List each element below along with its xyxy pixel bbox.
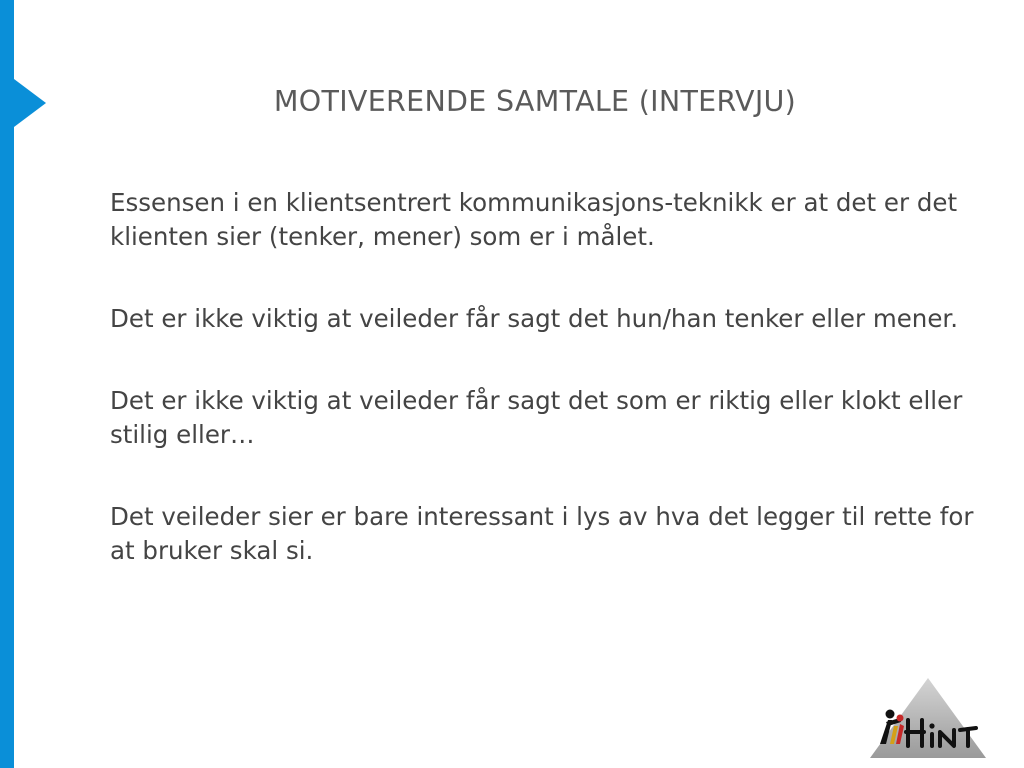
slide-marker-icon <box>14 79 46 127</box>
paragraph-1: Essensen i en klientsentrert kommunikasjons-teknikk er at det er det klienten sier (tenker, mener) som er i målet. <box>110 188 958 251</box>
logo-graphic <box>866 674 990 762</box>
slide-title: MOTIVERENDE SAMTALE (INTERVJU) <box>273 85 797 118</box>
paragraph-2: Det er ikke viktig at veileder får sagt det hun/han tenker eller mener. <box>110 304 959 333</box>
paragraph-4: Det veileder sier er bare interessant i lys av hva det legger til rette for at bruker skal si. <box>110 502 974 565</box>
hint-logo-icon <box>866 674 990 762</box>
paragraph-3: Det er ikke viktig at veileder får sagt det som er riktig eller klokt eller stilig eller… <box>110 386 963 449</box>
logo-figures <box>880 710 904 745</box>
slide-body <box>110 186 980 616</box>
accent-bar <box>0 0 14 768</box>
